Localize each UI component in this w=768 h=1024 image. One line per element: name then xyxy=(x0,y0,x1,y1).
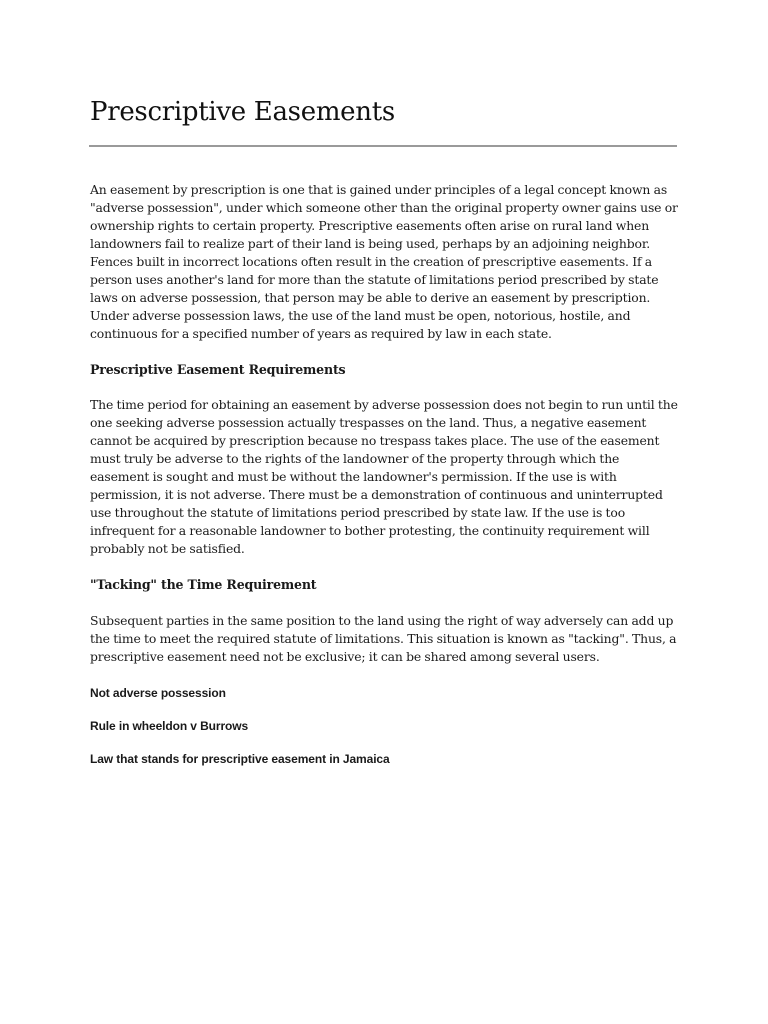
section-heading-tacking: "Tacking" the Time Requirement xyxy=(90,577,317,592)
related-link-not-adverse-possession[interactable]: Not adverse possession xyxy=(90,686,226,700)
intro-paragraph: An easement by prescription is one that is gained under principles of a legal concept known as "adverse possession", under which someone other than the original property owner gains use or ownership rights to certain property. Prescriptive easements often arise on rural land when landowners fail to realize part of their land is being used, perhaps by an adjoining neighbor. Fences built in incorrect locations often result in the creation of prescriptive easements. If a person uses another's land for more than the statute of limitations period prescribed by state laws on adverse possession, that person may be able to derive an easement by prescription. Under adverse possession laws, the use of the land must be open, notorious, hostile, and continuous for a specified number of years as required by law in each state. xyxy=(90,182,678,341)
document-page xyxy=(90,94,680,767)
section-body-requirements: The time period for obtaining an easement by adverse possession does not begin to run until the one seeking adverse possession actually trespasses on the land. Thus, a negative easement cannot be acquired by prescription because no trespass takes place. The use of the easement must truly be adverse to the rights of the landowner of the property through which the easement is sought and must be without the landowner's permission. If the use is with permission, it is not adverse. There must be a demonstration of continuous and uninterrupted use throughout the statute of limitations period prescribed by state law. If the use is too infrequent for a reasonable landowner to bother protesting, the continuity requirement will probably not be satisfied. xyxy=(90,397,678,556)
title-divider xyxy=(89,145,677,147)
page-title: Prescriptive Easements xyxy=(90,97,395,127)
related-link-jamaica-law[interactable]: Law that stands for prescriptive easement in Jamaica xyxy=(90,752,390,766)
section-heading-requirements: Prescriptive Easement Requirements xyxy=(90,362,346,377)
section-body-tacking: Subsequent parties in the same position to the land using the right of way adversely can add up the time to meet the required statute of limitations. This situation is known as "tacking". Thus, a prescriptive easement need not be exclusive; it can be shared among several users. xyxy=(90,613,677,664)
related-link-wheeldon-v-burrows[interactable]: Rule in wheeldon v Burrows xyxy=(90,719,249,733)
